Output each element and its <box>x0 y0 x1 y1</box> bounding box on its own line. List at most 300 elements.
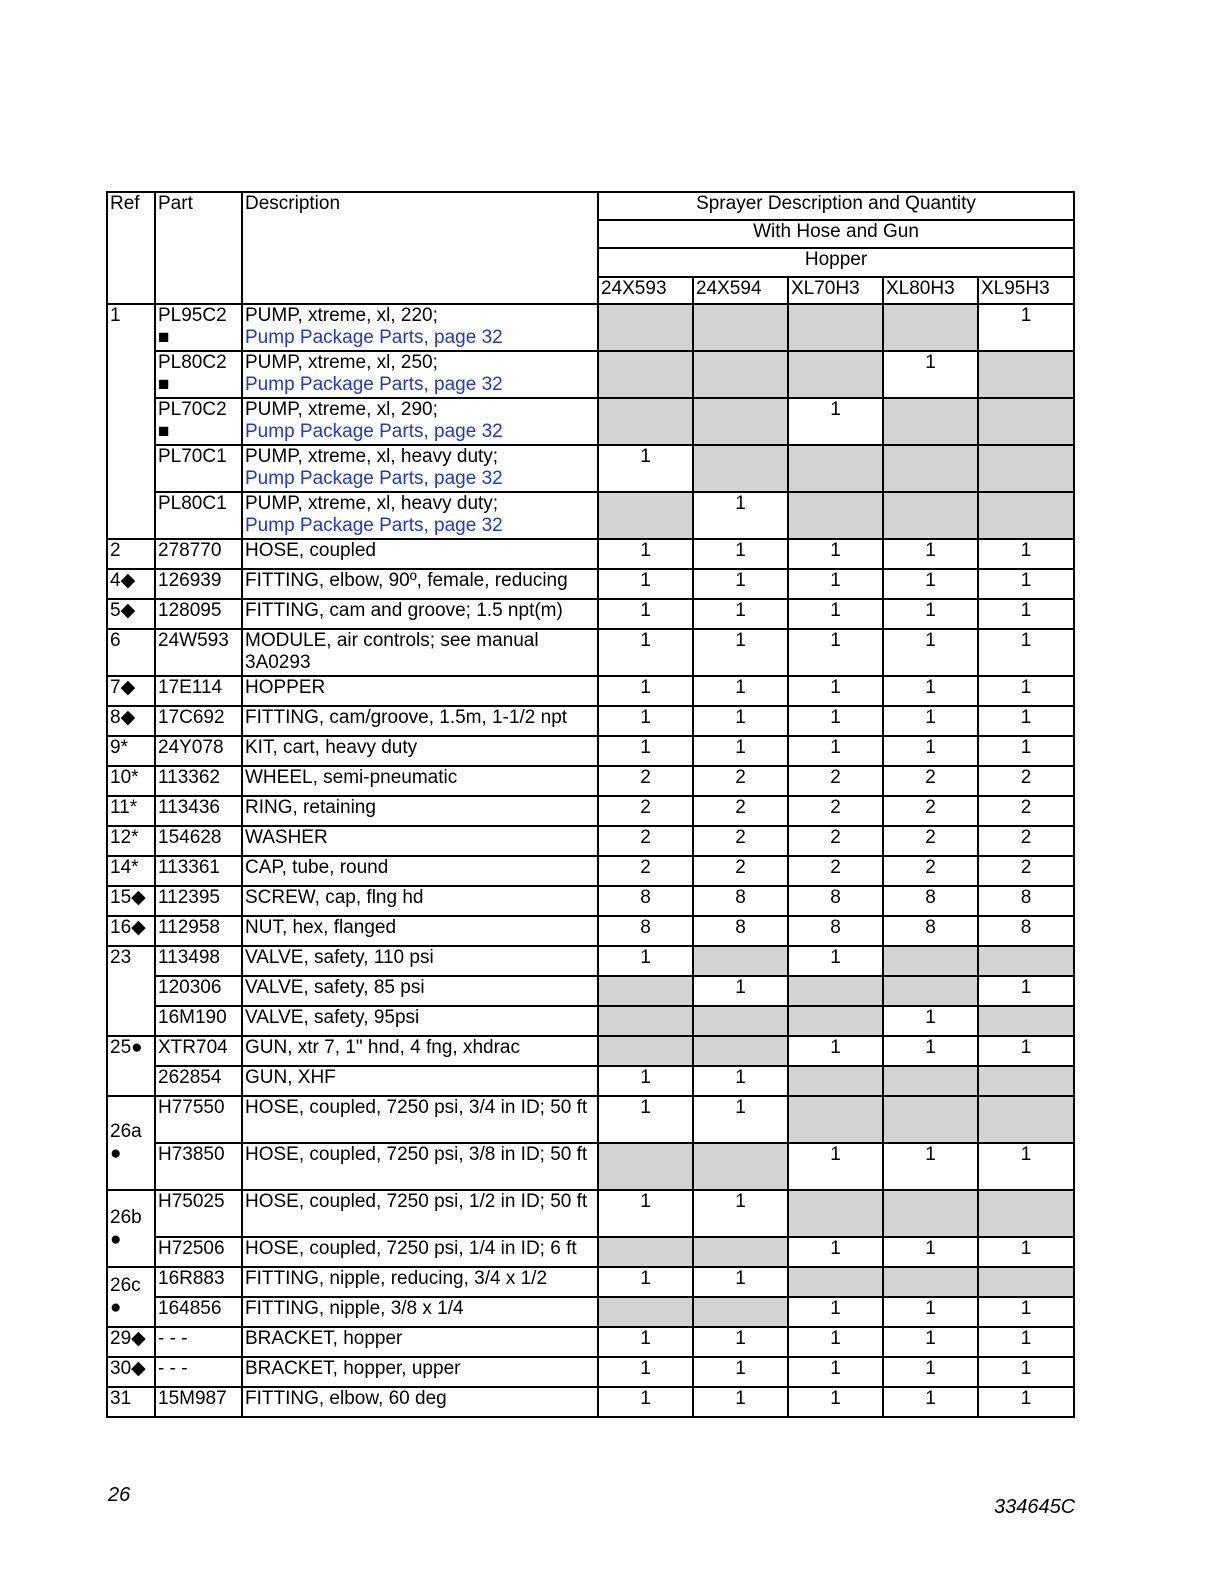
description-text: VALVE, safety, 85 psi <box>245 977 425 998</box>
quantity-cell: 2 <box>788 766 883 796</box>
model-header: XL70H3 <box>788 277 883 304</box>
description-text: RING, retaining <box>245 797 376 818</box>
table-row <box>107 676 1074 706</box>
model-header: XL95H3 <box>978 277 1074 304</box>
description-text: MODULE, air controls; see manual 3A0293 <box>245 630 539 673</box>
shaded-cell <box>978 351 1074 398</box>
quantity-cell: 1 <box>978 1327 1074 1357</box>
page-number: 26 <box>108 1484 131 1506</box>
table-row <box>107 569 1074 599</box>
table-row <box>107 706 1074 736</box>
description-cell <box>242 736 598 766</box>
quantity-cell: 1 <box>978 676 1074 706</box>
quantity-cell: 1 <box>598 599 693 629</box>
description-text: BRACKET, hopper <box>245 1328 403 1349</box>
quantity-cell: 2 <box>693 826 788 856</box>
shaded-cell <box>598 398 693 445</box>
header-row-1 <box>107 192 1074 220</box>
shaded-cell <box>693 946 788 976</box>
shaded-cell <box>788 1006 883 1036</box>
part-cell: PL70C1 <box>155 445 242 492</box>
shaded-cell <box>598 976 693 1006</box>
description-cell <box>242 599 598 629</box>
table-row <box>107 766 1074 796</box>
quantity-cell: 1 <box>788 1237 883 1267</box>
table-row <box>107 1267 1074 1297</box>
quantity-cell: 1 <box>978 1357 1074 1387</box>
shaded-cell <box>978 1096 1074 1143</box>
description-text: SCREW, cap, flng hd <box>245 887 424 908</box>
description-cell <box>242 1297 598 1327</box>
table-row <box>107 1036 1074 1066</box>
description-cell <box>242 1066 598 1096</box>
shaded-cell <box>693 1006 788 1036</box>
description-cell <box>242 445 598 492</box>
shaded-cell <box>598 1036 693 1066</box>
table-row <box>107 1297 1074 1327</box>
description-cell <box>242 946 598 976</box>
part-cell: 164856 <box>155 1297 242 1327</box>
shaded-cell <box>978 445 1074 492</box>
part-cell: 128095 <box>155 599 242 629</box>
quantity-cell: 1 <box>788 539 883 569</box>
quantity-cell: 2 <box>978 796 1074 826</box>
part-cell: 17E114 <box>155 676 242 706</box>
part-cell: 113498 <box>155 946 242 976</box>
table-row <box>107 796 1074 826</box>
table-row <box>107 976 1074 1006</box>
table-row <box>107 1327 1074 1357</box>
part-cell: - - - <box>155 1357 242 1387</box>
quantity-cell: 1 <box>598 1387 693 1417</box>
table-row <box>107 1096 1074 1143</box>
quantity-cell: 1 <box>883 1297 978 1327</box>
quantity-cell: 1 <box>788 1387 883 1417</box>
ref-cell: 31 <box>107 1387 155 1417</box>
quantity-cell: 1 <box>883 569 978 599</box>
table-row <box>107 398 1074 445</box>
description-cell <box>242 976 598 1006</box>
ref-cell: 9* <box>107 736 155 766</box>
quantity-cell: 1 <box>693 569 788 599</box>
quantity-cell: 2 <box>693 796 788 826</box>
description-text: HOPPER <box>245 677 326 698</box>
quantity-cell: 2 <box>788 796 883 826</box>
table-row <box>107 351 1074 398</box>
quantity-cell: 8 <box>598 916 693 946</box>
quantity-cell: 1 <box>883 1036 978 1066</box>
quantity-cell: 1 <box>883 1006 978 1036</box>
description-cell <box>242 916 598 946</box>
shaded-cell <box>788 492 883 539</box>
quantity-cell: 1 <box>788 1143 883 1190</box>
quantity-cell: 1 <box>598 1190 693 1237</box>
shaded-cell <box>883 492 978 539</box>
quantity-cell: 2 <box>883 766 978 796</box>
shaded-cell <box>978 1267 1074 1297</box>
quantity-cell: 1 <box>693 1267 788 1297</box>
part-cell: PL95C2 ■ <box>155 304 242 351</box>
quantity-cell: 8 <box>978 916 1074 946</box>
quantity-cell: 1 <box>693 539 788 569</box>
quantity-cell: 1 <box>978 1387 1074 1417</box>
description-text: VALVE, safety, 110 psi <box>245 947 434 968</box>
quantity-cell: 8 <box>883 916 978 946</box>
table-row <box>107 1190 1074 1237</box>
quantity-cell: 8 <box>598 886 693 916</box>
quantity-cell: 8 <box>693 916 788 946</box>
quantity-cell: 1 <box>693 976 788 1006</box>
quantity-cell: 1 <box>693 1190 788 1237</box>
description-text: GUN, XHF <box>245 1067 336 1088</box>
parts-table <box>106 191 1075 1418</box>
quantity-cell: 8 <box>693 886 788 916</box>
quantity-cell: 1 <box>788 629 883 676</box>
quantity-cell: 1 <box>598 946 693 976</box>
table-row <box>107 599 1074 629</box>
pump-package-parts-link[interactable]: Pump Package Parts, page 32 <box>245 374 503 395</box>
quantity-cell: 1 <box>598 736 693 766</box>
quantity-cell: 1 <box>883 599 978 629</box>
quantity-cell: 1 <box>598 629 693 676</box>
quantity-cell: 1 <box>598 539 693 569</box>
ref-cell: 26b ● <box>107 1190 155 1267</box>
ref-cell: 5◆ <box>107 599 155 629</box>
description-cell <box>242 676 598 706</box>
description-cell <box>242 706 598 736</box>
quantity-cell: 1 <box>978 629 1074 676</box>
description-header: Description <box>242 192 598 304</box>
quantity-cell: 2 <box>598 766 693 796</box>
table-row <box>107 1357 1074 1387</box>
quantity-cell: 1 <box>693 599 788 629</box>
quantity-cell: 1 <box>978 706 1074 736</box>
quantity-cell: 1 <box>598 706 693 736</box>
quantity-cell: 2 <box>978 856 1074 886</box>
description-cell <box>242 856 598 886</box>
part-cell: PL80C1 <box>155 492 242 539</box>
description-text: FITTING, elbow, 90º, female, reducing <box>245 570 568 591</box>
description-text: CAP, tube, round <box>245 857 389 878</box>
part-cell: 262854 <box>155 1066 242 1096</box>
ref-cell: 30◆ <box>107 1357 155 1387</box>
ref-cell: 1 <box>107 304 155 539</box>
description-cell <box>242 351 598 398</box>
quantity-cell: 1 <box>693 676 788 706</box>
quantity-cell: 1 <box>883 706 978 736</box>
description-cell <box>242 1267 598 1297</box>
shaded-cell <box>598 492 693 539</box>
shaded-cell <box>788 445 883 492</box>
ref-cell: 26a ● <box>107 1096 155 1190</box>
shaded-cell <box>883 1096 978 1143</box>
table-row <box>107 1066 1074 1096</box>
part-cell: 112958 <box>155 916 242 946</box>
quantity-cell: 2 <box>883 856 978 886</box>
quantity-cell: 1 <box>978 1237 1074 1267</box>
table-row <box>107 629 1074 676</box>
quantity-cell: 1 <box>883 1237 978 1267</box>
shaded-cell <box>693 304 788 351</box>
description-cell <box>242 398 598 445</box>
description-text: NUT, hex, flanged <box>245 917 397 938</box>
quantity-cell: 1 <box>788 946 883 976</box>
description-text: FITTING, cam/groove, 1.5m, 1-1/2 npt <box>245 707 568 728</box>
quantity-cell: 1 <box>788 1327 883 1357</box>
part-cell: 126939 <box>155 569 242 599</box>
description-cell <box>242 1036 598 1066</box>
shaded-cell <box>883 445 978 492</box>
ref-header: Ref <box>107 192 155 304</box>
quantity-cell: 2 <box>693 766 788 796</box>
quantity-cell: 1 <box>978 976 1074 1006</box>
shaded-cell <box>693 351 788 398</box>
part-cell: PL70C2 ■ <box>155 398 242 445</box>
model-header: XL80H3 <box>883 277 978 304</box>
description-cell <box>242 796 598 826</box>
description-cell <box>242 766 598 796</box>
shaded-cell <box>788 1096 883 1143</box>
ref-cell: 16◆ <box>107 916 155 946</box>
description-cell <box>242 569 598 599</box>
part-cell: 113436 <box>155 796 242 826</box>
quantity-cell: 8 <box>883 886 978 916</box>
part-cell: H72506 <box>155 1237 242 1267</box>
table-row <box>107 1006 1074 1036</box>
quantity-cell: 1 <box>788 599 883 629</box>
document-number: 334645C <box>994 1496 1076 1518</box>
shaded-cell <box>883 976 978 1006</box>
quantity-cell: 1 <box>978 736 1074 766</box>
description-text: FITTING, nipple, 3/8 x 1/4 <box>245 1298 464 1319</box>
shaded-cell <box>978 1066 1074 1096</box>
description-text: WASHER <box>245 827 328 848</box>
model-header: 24X593 <box>598 277 693 304</box>
part-cell: H75025 <box>155 1190 242 1237</box>
description-text: HOSE, coupled, 7250 psi, 1/2 in ID; 50 ft <box>245 1191 588 1212</box>
quantity-cell: 1 <box>883 736 978 766</box>
quantity-cell: 2 <box>693 856 788 886</box>
quantity-cell: 1 <box>883 1327 978 1357</box>
shaded-cell <box>693 445 788 492</box>
ref-cell: 6 <box>107 629 155 676</box>
ref-cell: 12* <box>107 826 155 856</box>
description-text: HOSE, coupled, 7250 psi, 3/8 in ID; 50 ft <box>245 1144 588 1165</box>
table-row <box>107 1143 1074 1190</box>
part-cell: 154628 <box>155 826 242 856</box>
quantity-cell: 8 <box>788 886 883 916</box>
description-cell <box>242 1237 598 1267</box>
shaded-cell <box>693 1297 788 1327</box>
shaded-cell <box>978 946 1074 976</box>
quantity-cell: 2 <box>788 856 883 886</box>
description-cell <box>242 1357 598 1387</box>
ref-cell: 10* <box>107 766 155 796</box>
quantity-cell: 2 <box>598 796 693 826</box>
description-text: PUMP, xtreme, xl, 290; <box>245 399 438 420</box>
ref-cell: 23 <box>107 946 155 1036</box>
shaded-cell <box>693 1237 788 1267</box>
table-row <box>107 492 1074 539</box>
shaded-cell <box>883 946 978 976</box>
table-row <box>107 1237 1074 1267</box>
description-cell <box>242 886 598 916</box>
table-row <box>107 916 1074 946</box>
quantity-cell: 2 <box>788 826 883 856</box>
quantity-cell: 1 <box>978 599 1074 629</box>
quantity-cell: 1 <box>883 1357 978 1387</box>
shaded-cell <box>883 1066 978 1096</box>
quantity-cell: 1 <box>693 1387 788 1417</box>
part-cell: PL80C2 ■ <box>155 351 242 398</box>
table-row <box>107 826 1074 856</box>
ref-cell: 2 <box>107 539 155 569</box>
quantity-cell: 2 <box>598 856 693 886</box>
description-text: FITTING, cam and groove; 1.5 npt(m) <box>245 600 563 621</box>
shaded-cell <box>883 1190 978 1237</box>
description-text: PUMP, xtreme, xl, heavy duty; <box>245 446 499 467</box>
description-text: WHEEL, semi-pneumatic <box>245 767 458 788</box>
ref-cell: 29◆ <box>107 1327 155 1357</box>
quantity-cell: 1 <box>978 569 1074 599</box>
model-header: 24X594 <box>693 277 788 304</box>
table-row <box>107 886 1074 916</box>
description-text: FITTING, elbow, 60 deg <box>245 1388 447 1409</box>
quantity-cell: 1 <box>598 445 693 492</box>
description-cell <box>242 492 598 539</box>
quantity-cell: 1 <box>598 1327 693 1357</box>
table-row <box>107 736 1074 766</box>
description-cell <box>242 1327 598 1357</box>
quantity-cell: 1 <box>693 736 788 766</box>
quantity-cell: 1 <box>693 629 788 676</box>
quantity-cell: 1 <box>978 304 1074 351</box>
part-header: Part <box>155 192 242 304</box>
shaded-cell <box>883 1267 978 1297</box>
quantity-cell: 1 <box>693 706 788 736</box>
part-cell: 113362 <box>155 766 242 796</box>
quantity-cell: 1 <box>693 492 788 539</box>
quantity-cell: 2 <box>978 826 1074 856</box>
quantity-cell: 1 <box>978 1297 1074 1327</box>
hopper-subheader: Hopper <box>598 248 1074 277</box>
part-cell: 278770 <box>155 539 242 569</box>
quantity-cell: 1 <box>598 1066 693 1096</box>
description-cell <box>242 826 598 856</box>
ref-cell: 26c ● <box>107 1267 155 1327</box>
quantity-cell: 1 <box>978 1143 1074 1190</box>
part-cell: 16R883 <box>155 1267 242 1297</box>
shaded-cell <box>978 1190 1074 1237</box>
quantity-cell: 1 <box>788 398 883 445</box>
part-cell: 15M987 <box>155 1387 242 1417</box>
shaded-cell <box>788 351 883 398</box>
part-cell: H73850 <box>155 1143 242 1190</box>
shaded-cell <box>788 1190 883 1237</box>
quantity-cell: 2 <box>883 826 978 856</box>
quantity-cell: 1 <box>788 1357 883 1387</box>
part-cell: 113361 <box>155 856 242 886</box>
shaded-cell <box>693 398 788 445</box>
quantity-cell: 1 <box>788 676 883 706</box>
quantity-cell: 1 <box>598 569 693 599</box>
description-text: HOSE, coupled, 7250 psi, 3/4 in ID; 50 ft <box>245 1097 588 1118</box>
ref-cell: 4◆ <box>107 569 155 599</box>
description-cell <box>242 304 598 351</box>
shaded-cell <box>883 304 978 351</box>
quantity-cell: 1 <box>883 539 978 569</box>
shaded-cell <box>978 1006 1074 1036</box>
description-cell <box>242 1387 598 1417</box>
description-cell <box>242 1190 598 1237</box>
quantity-cell: 1 <box>788 736 883 766</box>
shaded-cell <box>598 1006 693 1036</box>
description-cell <box>242 629 598 676</box>
quantity-cell: 2 <box>883 796 978 826</box>
description-cell <box>242 1006 598 1036</box>
quantity-cell: 1 <box>693 1357 788 1387</box>
part-cell: XTR704 <box>155 1036 242 1066</box>
table-row <box>107 445 1074 492</box>
table-row <box>107 1387 1074 1417</box>
quantity-cell: 1 <box>598 676 693 706</box>
pump-package-parts-link[interactable]: Pump Package Parts, page 32 <box>245 327 503 348</box>
ref-cell: 14* <box>107 856 155 886</box>
description-text: PUMP, xtreme, xl, 220; <box>245 305 438 326</box>
pump-package-parts-link[interactable]: Pump Package Parts, page 32 <box>245 468 503 489</box>
quantity-cell: 1 <box>598 1096 693 1143</box>
shaded-cell <box>788 1066 883 1096</box>
description-cell <box>242 1096 598 1143</box>
table-row <box>107 856 1074 886</box>
description-text: HOSE, coupled <box>245 540 376 561</box>
description-text: HOSE, coupled, 7250 psi, 1/4 in ID; 6 ft <box>245 1238 577 1259</box>
description-text: FITTING, nipple, reducing, 3/4 x 1/2 <box>245 1268 548 1289</box>
shaded-cell <box>978 492 1074 539</box>
quantity-cell: 1 <box>788 569 883 599</box>
part-cell: 16M190 <box>155 1006 242 1036</box>
description-text: VALVE, safety, 95psi <box>245 1007 420 1028</box>
quantity-cell: 1 <box>693 1066 788 1096</box>
ref-cell: 8◆ <box>107 706 155 736</box>
table-row <box>107 539 1074 569</box>
part-cell: 24W593 <box>155 629 242 676</box>
shaded-cell <box>978 398 1074 445</box>
quantity-cell: 1 <box>883 1387 978 1417</box>
shaded-cell <box>788 976 883 1006</box>
ref-cell: 25● <box>107 1036 155 1096</box>
part-cell: 112395 <box>155 886 242 916</box>
quantity-cell: 2 <box>978 766 1074 796</box>
shaded-cell <box>788 1267 883 1297</box>
ref-cell: 11* <box>107 796 155 826</box>
shaded-cell <box>693 1036 788 1066</box>
part-cell: 17C692 <box>155 706 242 736</box>
shaded-cell <box>788 304 883 351</box>
pump-package-parts-link[interactable]: Pump Package Parts, page 32 <box>245 515 503 536</box>
pump-package-parts-link[interactable]: Pump Package Parts, page 32 <box>245 421 503 442</box>
table-row <box>107 946 1074 976</box>
description-text: PUMP, xtreme, xl, 250; <box>245 352 438 373</box>
quantity-cell: 1 <box>883 629 978 676</box>
quantity-cell: 1 <box>788 1297 883 1327</box>
part-cell: 24Y078 <box>155 736 242 766</box>
part-cell: 120306 <box>155 976 242 1006</box>
part-cell: - - - <box>155 1327 242 1357</box>
shaded-cell <box>598 1143 693 1190</box>
quantity-cell: 1 <box>883 676 978 706</box>
hose-gun-subheader: With Hose and Gun <box>598 220 1074 248</box>
